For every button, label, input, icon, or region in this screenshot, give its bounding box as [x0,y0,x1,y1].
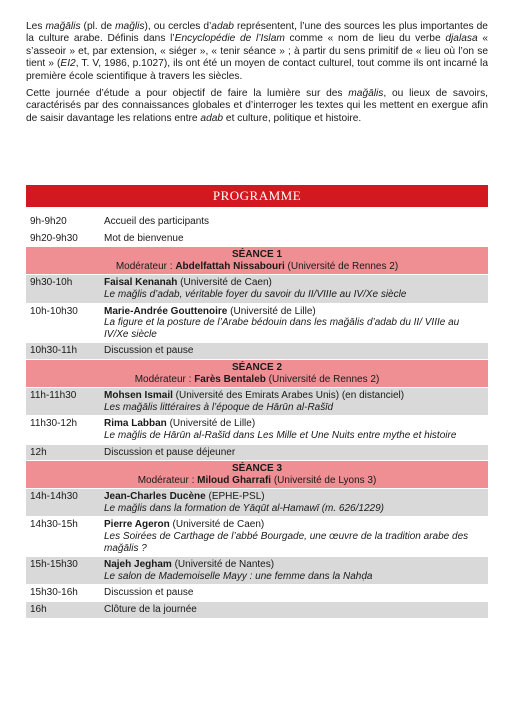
talk-title: Les mağālis littéraires à l’époque de Hārūn al-Rašīd [104,401,334,413]
moderator-label: Modérateur : [134,373,195,385]
row-time: 10h-10h30 [26,303,100,343]
term-ei2: EI2 [60,58,76,70]
moderator-label: Modérateur : [115,260,176,272]
table-row [26,585,488,602]
speaker-name: Najeh Jegham [104,559,172,571]
programme-table [26,214,488,619]
table-row [26,517,488,557]
moderator-affiliation: (Université de Rennes 2) [265,373,380,385]
moderator-label: Modérateur : [137,474,198,486]
seance-cell [26,247,488,275]
table-row [26,343,488,360]
seance-title: SÉANCE 3 [231,463,282,475]
moderator-name: Abdelfattah Nissabouri [175,260,285,272]
speaker-affiliation: (Université de Nantes) [171,559,275,571]
seance-header [26,461,488,489]
table-row [26,388,488,416]
row-time: 12h [26,444,100,461]
speaker-name: Marie-Andrée Gouttenoire [104,305,228,317]
table-row [26,275,488,303]
speaker-affiliation: (Université de Caen) [177,277,272,289]
table-row [26,602,488,619]
intro-paragraph-2 [26,88,488,125]
seance-title: SÉANCE 1 [231,249,282,261]
talk-cell [100,489,488,517]
talk-cell [100,557,488,585]
talk-title: Le mağlis de Hārūn al-Rašīd dans Les Mille et Une Nuits entre mythe et histoire [104,429,457,441]
seance-cell [26,359,488,387]
row-text: Clôture de la journée [100,602,488,619]
speaker-name: Faisal Kenanah [104,277,178,289]
seance-header [26,359,488,387]
speaker-affiliation: (Université de Lille) [166,418,256,430]
term-majalis: mağālis [348,88,384,100]
table-row [26,214,488,230]
term-adab: adab [211,21,234,32]
text-run: ), ou cercles d’ [144,21,212,32]
row-time: 16h [26,602,100,619]
term-djalasa: djalasa [445,33,478,45]
table-row [26,489,488,517]
text-run: , ou lieux de savoirs, caractérisés par des connaissances globales et d’interroger les textes qui les mettent en exergue afin de saisir davantage les relations entre [26,88,488,124]
term-majalis: mağālis [45,21,81,32]
table-row [26,230,488,247]
seance-title: SÉANCE 2 [231,361,282,373]
table-row [26,303,488,343]
talk-cell [100,303,488,343]
speaker-affiliation: (Université des Emirats Arabes Unis) (en distanciel) [172,390,405,402]
speaker-name: Mohsen Ismail [104,390,173,402]
term-adab: adab [200,112,224,124]
talk-title: Le salon de Mademoiselle Mayy : une femme dans la Nahḍa [104,570,373,582]
talk-cell [100,416,488,444]
text-run: et culture, politique et histoire. [223,112,362,124]
talk-title: Le mağlis d’adab, véritable foyer du savoir du II/VIIIe au IV/Xe siècle [104,288,407,300]
talk-title: Les Soirées de Carthage de l’abbé Bourgade, une œuvre de la tradition arabe des mağālis ? [104,531,469,554]
intro-text [26,21,488,130]
term-encyclopedie: Encyclopédie de l’Islam [174,33,285,45]
intro-paragraph-1 [26,21,488,83]
talk-cell [100,275,488,303]
text-run: comme « nom de lieu du verbe [284,33,446,45]
text-run: Les [26,21,46,32]
row-text: Discussion et pause [100,343,488,360]
row-time: 15h-15h30 [26,557,100,585]
talk-title: Le mağlis dans la formation de Yāqūt al-Hamawī (m. 626/1229) [104,502,384,514]
term-majlis: mağlis [115,21,145,32]
moderator-affiliation: (Université de Rennes 2) [284,260,399,272]
row-text: Mot de bienvenue [100,230,488,247]
speaker-affiliation: (EPHE-PSL) [205,491,265,503]
speaker-affiliation: (Université de Caen) [169,519,265,531]
seance-cell [26,461,488,489]
row-text: Accueil des participants [100,214,488,230]
row-time: 9h30-10h [26,275,100,303]
talk-cell [100,517,488,557]
text-run: , T. V, 1986, p.1027), ils ont été un moyen de contact culturel, tout comme ils ont incarné la première école scientifique à travers les siècles. [26,58,488,82]
speaker-name: Jean-Charles Ducène [104,491,206,503]
text-run: représentent, l’une des sources les plus importantes de la culture arabe. Définis dans l’ [26,21,488,45]
talk-cell [100,388,488,416]
row-time: 9h20-9h30 [26,230,100,247]
row-time: 11h-11h30 [26,388,100,416]
text-run: « s’asseoir » et, par extension, « siéger », « tenir séance » ; à partir du sens primitif de « lieu où l’on se tient » ( [26,33,489,70]
text-run: Cette journée d’étude a pour objectif de faire la lumière sur des [26,88,349,100]
table-row [26,444,488,461]
speaker-affiliation: (Université de Lille) [227,305,316,317]
moderator-name: Farès Bentaleb [194,373,266,385]
moderator-name: Miloud Gharrafi [197,474,272,486]
row-time: 14h30-15h [26,517,100,557]
talk-title: La figure et la posture de l’Arabe bédouin dans les mağālis d’adab du II/ VIIIe au IV/Xe siècle [104,317,460,340]
programme-header: PROGRAMME [26,185,488,207]
speaker-name: Pierre Ageron [104,519,170,531]
table-row [26,557,488,585]
speaker-name: Rima Labban [104,418,167,430]
seance-header [26,247,488,275]
moderator-affiliation: (Université de Lyons 3) [271,474,377,486]
row-time: 15h30-16h [26,585,100,602]
row-time: 11h30-12h [26,416,100,444]
text-run: (pl. de [80,21,116,32]
row-text: Discussion et pause [100,585,488,602]
row-time: 9h-9h20 [26,214,100,230]
row-time: 10h30-11h [26,343,100,360]
table-row [26,416,488,444]
row-text: Discussion et pause déjeuner [100,444,488,461]
row-time: 14h-14h30 [26,489,100,517]
